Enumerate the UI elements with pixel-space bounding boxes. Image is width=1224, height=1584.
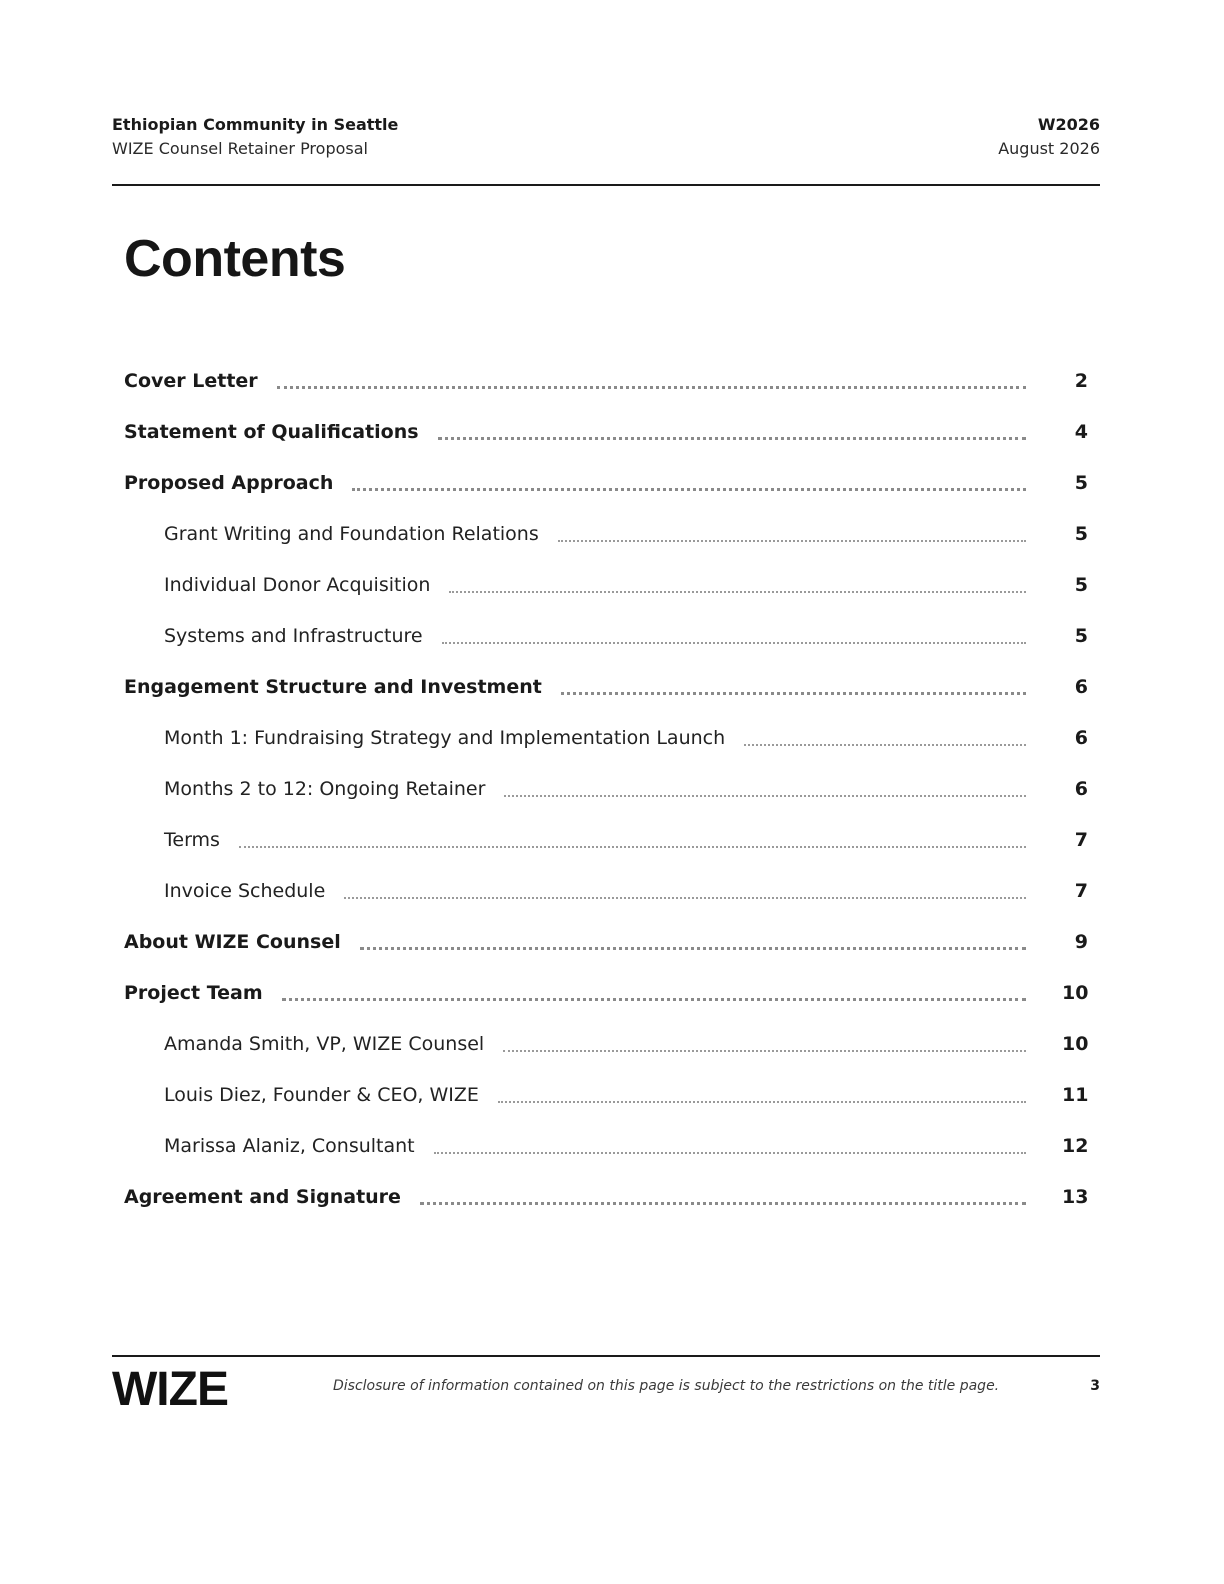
toc-entry-label: Individual Donor Acquisition: [164, 573, 431, 596]
dot-leader: [434, 1152, 1026, 1154]
toc-entry-page: 2: [1074, 369, 1088, 392]
toc-entry-label: Project Team: [124, 981, 263, 1004]
toc-entry-label: Marissa Alaniz, Consultant: [164, 1134, 415, 1157]
dot-leader: [504, 795, 1026, 797]
toc-entry-page: 10: [1062, 981, 1089, 1004]
dot-leader: [498, 1101, 1026, 1103]
dot-leader: [360, 947, 1026, 950]
toc-entry-label: About WIZE Counsel: [124, 930, 341, 953]
dot-leader: [344, 897, 1026, 899]
toc-entry-page: 4: [1074, 420, 1088, 443]
toc-entry[interactable]: [124, 406, 1088, 457]
dot-leader: [449, 591, 1026, 593]
toc-entry-label: Invoice Schedule: [164, 879, 326, 902]
dot-leader: [239, 846, 1026, 848]
toc-entry[interactable]: [124, 355, 1088, 406]
toc-subentry[interactable]: [124, 865, 1088, 916]
toc-entry-label: Engagement Structure and Investment: [124, 675, 542, 698]
toc-subentry[interactable]: [124, 559, 1088, 610]
toc-entry-label: Grant Writing and Foundation Relations: [164, 522, 539, 545]
dot-leader: [438, 437, 1026, 440]
toc-entry-label: Months 2 to 12: Ongoing Retainer: [164, 777, 486, 800]
toc-entry-page: 12: [1062, 1134, 1089, 1157]
toc-entry[interactable]: [124, 916, 1088, 967]
toc-subentry[interactable]: [124, 1120, 1088, 1171]
toc-entry-page: 5: [1074, 522, 1088, 545]
toc-entry-page: 6: [1074, 726, 1088, 749]
toc-entry-page: 6: [1074, 675, 1088, 698]
dot-leader: [442, 642, 1026, 644]
wize-logo: WIZE: [112, 1363, 228, 1416]
document-code: W2026: [1037, 115, 1100, 134]
table-of-contents: [124, 355, 1088, 1222]
toc-entry[interactable]: [124, 457, 1088, 508]
page-title: Contents: [124, 230, 346, 288]
toc-entry[interactable]: [124, 661, 1088, 712]
header-left: [112, 114, 398, 162]
toc-entry-page: 7: [1074, 828, 1088, 851]
toc-entry[interactable]: [124, 1171, 1088, 1222]
toc-subentry[interactable]: [124, 610, 1088, 661]
toc-entry-page: 10: [1062, 1032, 1089, 1055]
document-date: August 2026: [998, 139, 1100, 158]
toc-entry-label: Proposed Approach: [124, 471, 334, 494]
disclaimer-text: Disclosure of information contained on this page is subject to the restrictions on the title page.: [333, 1378, 1000, 1394]
toc-entry-label: Louis Diez, Founder & CEO, WIZE: [164, 1083, 479, 1106]
toc-entry-label: Cover Letter: [124, 369, 258, 392]
document-title: WIZE Counsel Retainer Proposal: [112, 139, 368, 158]
toc-entry-page: 5: [1074, 471, 1088, 494]
toc-entry-page: 5: [1074, 573, 1088, 596]
toc-subentry[interactable]: [124, 712, 1088, 763]
toc-entry-page: 6: [1074, 777, 1088, 800]
dot-leader: [744, 744, 1026, 746]
page-footer: [112, 1355, 1100, 1417]
toc-entry[interactable]: [124, 967, 1088, 1018]
toc-subentry[interactable]: [124, 763, 1088, 814]
dot-leader: [352, 488, 1026, 491]
toc-entry-page: 11: [1062, 1083, 1089, 1106]
dot-leader: [503, 1050, 1026, 1052]
toc-entry-label: Systems and Infrastructure: [164, 624, 423, 647]
toc-subentry[interactable]: [124, 1018, 1088, 1069]
toc-subentry[interactable]: [124, 1069, 1088, 1120]
dot-leader: [282, 998, 1026, 1001]
toc-entry-label: Amanda Smith, VP, WIZE Counsel: [164, 1032, 485, 1055]
toc-entry-label: Terms: [164, 828, 220, 851]
toc-entry-label: Statement of Qualifications: [124, 420, 419, 443]
toc-subentry[interactable]: [124, 508, 1088, 559]
toc-entry-label: Month 1: Fundraising Strategy and Implementation Launch: [164, 726, 726, 749]
dot-leader: [558, 540, 1026, 542]
toc-entry-page: 13: [1062, 1185, 1089, 1208]
page-header: [112, 114, 1100, 186]
toc-entry-page: 7: [1074, 879, 1088, 902]
toc-entry-page: 5: [1074, 624, 1088, 647]
dot-leader: [420, 1202, 1026, 1205]
toc-entry-page: 9: [1074, 930, 1088, 953]
dot-leader: [277, 386, 1026, 389]
page-number: 3: [1090, 1378, 1100, 1394]
org-name: Ethiopian Community in Seattle: [112, 115, 399, 134]
toc-entry-label: Agreement and Signature: [124, 1185, 401, 1208]
toc-subentry[interactable]: [124, 814, 1088, 865]
header-right: [998, 114, 1100, 162]
dot-leader: [561, 692, 1026, 695]
